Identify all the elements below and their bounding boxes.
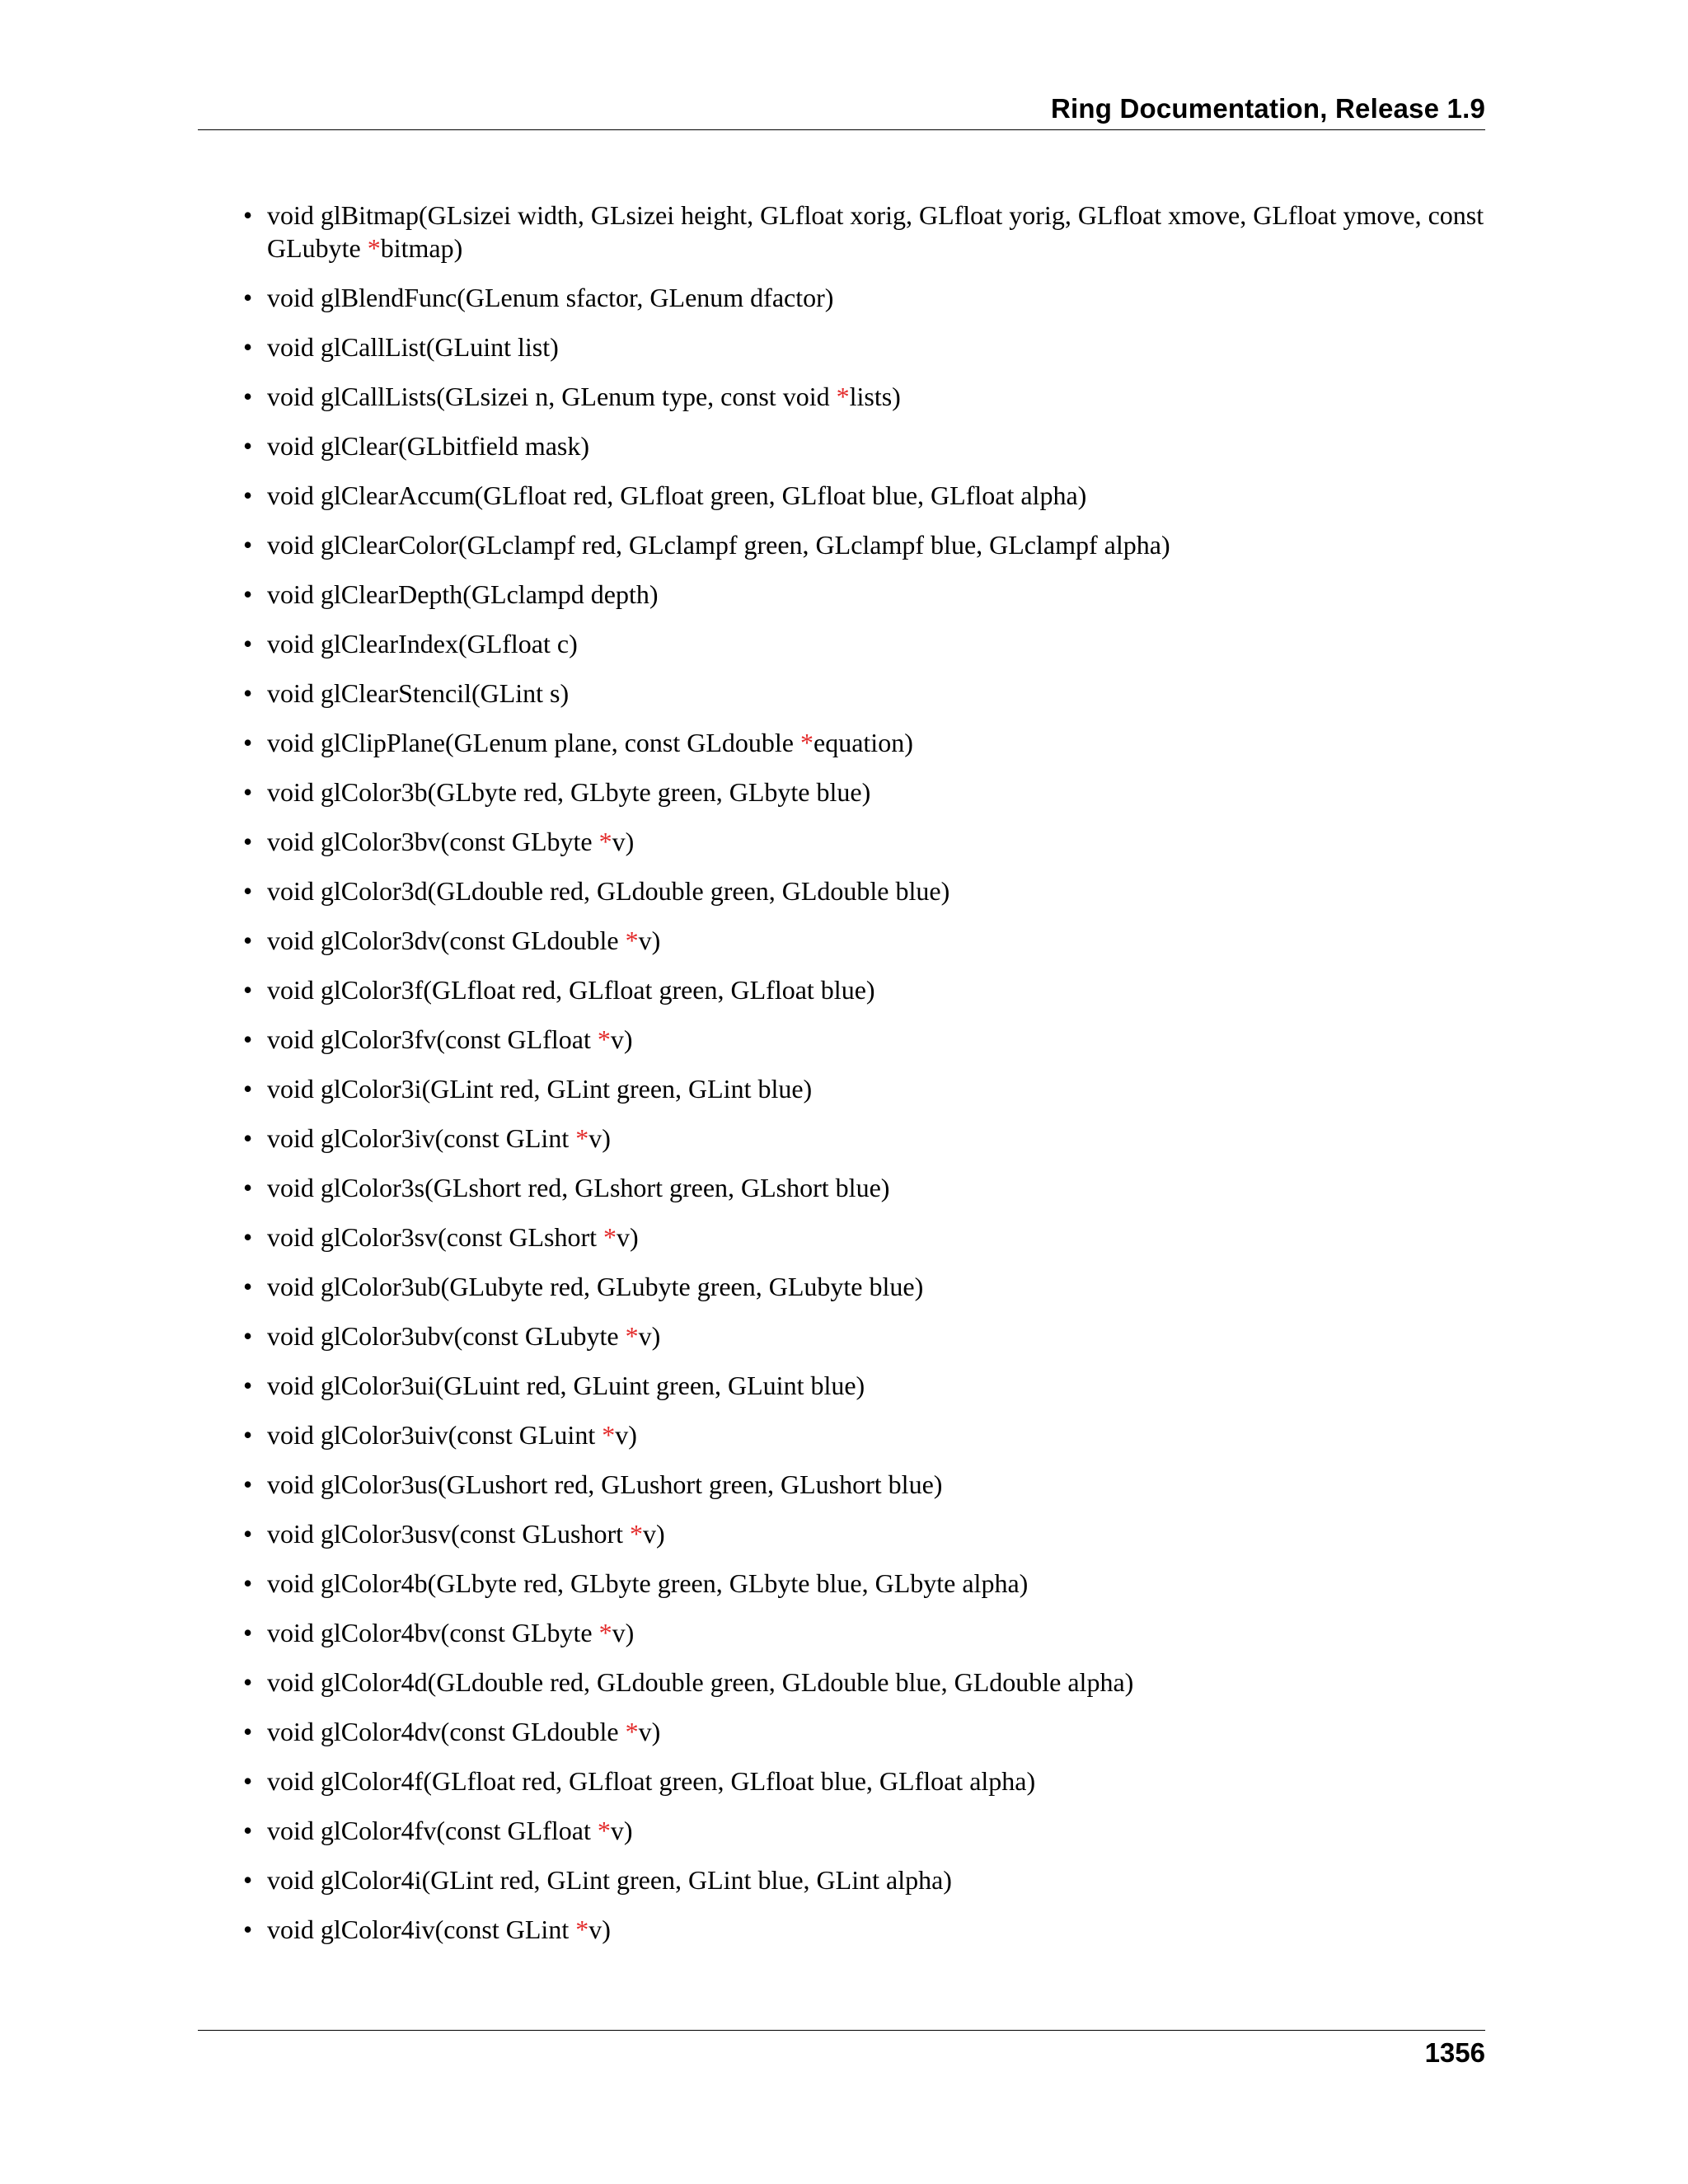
bullet-icon: • (243, 1617, 253, 1647)
function-list-item (243, 1469, 1485, 1502)
function-signature: void glColor3s(GLshort red, GLshort green, GLshort blue) (267, 1172, 890, 1202)
function-signature-tail: v) (610, 1815, 633, 1845)
pointer-asterisk: * (597, 1815, 611, 1845)
function-list-item (243, 430, 1485, 463)
function-list-item (243, 1320, 1485, 1353)
bullet-icon: • (243, 381, 253, 411)
bullet-icon: • (243, 529, 253, 560)
bullet-icon: • (243, 727, 253, 757)
bullet-icon: • (243, 974, 253, 1005)
bullet-icon: • (243, 826, 253, 856)
function-list-item (243, 826, 1485, 859)
function-signature-tail: v) (588, 1122, 611, 1153)
function-signature: void glColor4dv(const GLdouble (267, 1716, 626, 1746)
page-header-title: Ring Documentation, Release 1.9 (1051, 93, 1485, 124)
function-signature: void glColor3f(GLfloat red, GLfloat green, GLfloat blue) (267, 974, 875, 1005)
footer-divider (198, 2030, 1485, 2031)
bullet-icon: • (243, 1122, 253, 1153)
bullet-icon: • (243, 925, 253, 955)
bullet-icon: • (243, 1815, 253, 1845)
pointer-asterisk: * (800, 727, 814, 757)
function-list-item (243, 1518, 1485, 1551)
function-signature: void glColor3d(GLdouble red, GLdouble green, GLdouble blue) (267, 875, 950, 906)
function-list-item (243, 1419, 1485, 1452)
function-list-item (243, 199, 1485, 265)
pointer-asterisk: * (598, 1617, 612, 1647)
function-signature: void glColor3i(GLint red, GLint green, GLint blue) (267, 1073, 813, 1104)
function-list-item (243, 1666, 1485, 1699)
bullet-icon: • (243, 1666, 253, 1697)
function-signature: void glColor4d(GLdouble red, GLdouble green, GLdouble blue, GLdouble alpha) (267, 1666, 1134, 1697)
bullet-icon: • (243, 1320, 253, 1351)
function-list-item (243, 1914, 1485, 1947)
bullet-icon: • (243, 1864, 253, 1895)
function-signature: void glColor3us(GLushort red, GLushort green, GLushort blue) (267, 1469, 943, 1499)
function-signature-tail: v) (642, 1518, 665, 1549)
bullet-icon: • (243, 1716, 253, 1746)
function-signature: void glColor3iv(const GLint (267, 1122, 576, 1153)
function-list-item (243, 1073, 1485, 1106)
pointer-asterisk: * (625, 1716, 639, 1746)
bullet-icon: • (243, 1073, 253, 1104)
function-list-item (243, 480, 1485, 513)
bullet-icon: • (243, 579, 253, 609)
function-signature: void glClearColor(GLclampf red, GLclampf green, GLclampf blue, GLclampf alpha) (267, 529, 1170, 560)
function-list-item (243, 1122, 1485, 1155)
function-signature: void glColor3ub(GLubyte red, GLubyte green, GLubyte blue) (267, 1271, 924, 1301)
function-signature-tail: v) (638, 1716, 661, 1746)
function-signature: void glCallList(GLuint list) (267, 331, 559, 362)
function-list-item (243, 1864, 1485, 1897)
pointer-asterisk: * (629, 1518, 643, 1549)
pointer-asterisk: * (597, 1024, 611, 1054)
function-signature: void glColor4fv(const GLfloat (267, 1815, 598, 1845)
function-list-item (243, 1617, 1485, 1650)
function-list-item (243, 776, 1485, 809)
function-list-item (243, 727, 1485, 760)
function-signature: void glClearIndex(GLfloat c) (267, 628, 578, 658)
function-signature: void glColor4i(GLint red, GLint green, GLint blue, GLint alpha) (267, 1864, 952, 1895)
function-list-item (243, 1765, 1485, 1798)
function-signature: void glCallLists(GLsizei n, GLenum type, const void (267, 381, 837, 411)
function-list-item (243, 1221, 1485, 1254)
function-signature: void glColor3bv(const GLbyte (267, 826, 599, 856)
function-list-item (243, 1271, 1485, 1304)
function-signature: void glColor3uiv(const GLuint (267, 1419, 603, 1450)
function-list-item (243, 1716, 1485, 1749)
bullet-icon: • (243, 331, 253, 362)
function-list-item (243, 677, 1485, 710)
bullet-icon: • (243, 430, 253, 461)
function-signature-tail: equation) (814, 727, 913, 757)
bullet-icon: • (243, 1568, 253, 1598)
function-list-item (243, 628, 1485, 661)
function-list-item (243, 529, 1485, 562)
function-signature: void glClearAccum(GLfloat red, GLfloat green, GLfloat blue, GLfloat alpha) (267, 480, 1087, 510)
function-signature: void glClearDepth(GLclampd depth) (267, 579, 659, 609)
bullet-icon: • (243, 1221, 253, 1252)
function-list-item (243, 282, 1485, 315)
function-list-item (243, 579, 1485, 612)
function-signature-tail: bitmap) (380, 232, 463, 263)
page-number: 1356 (1424, 2037, 1485, 2068)
pointer-asterisk: * (575, 1914, 589, 1944)
bullet-icon: • (243, 282, 253, 312)
function-signature-tail: v) (588, 1914, 611, 1944)
pointer-asterisk: * (602, 1419, 616, 1450)
function-signature: void glColor3sv(const GLshort (267, 1221, 603, 1252)
function-list-item (243, 331, 1485, 364)
bullet-icon: • (243, 1419, 253, 1450)
bullet-icon: • (243, 875, 253, 906)
function-signature-tail: v) (638, 925, 661, 955)
pointer-asterisk: * (625, 1320, 639, 1351)
pointer-asterisk: * (367, 232, 381, 263)
function-signature: void glBlendFunc(GLenum sfactor, GLenum dfactor) (267, 282, 834, 312)
function-signature: void glColor3b(GLbyte red, GLbyte green, GLbyte blue) (267, 776, 871, 807)
bullet-icon: • (243, 677, 253, 708)
function-signature: void glColor4iv(const GLint (267, 1914, 576, 1944)
function-signature: void glColor3ubv(const GLubyte (267, 1320, 626, 1351)
function-list-item (243, 1815, 1485, 1848)
bullet-icon: • (243, 1370, 253, 1400)
function-signature: void glClearStencil(GLint s) (267, 677, 570, 708)
function-signature: void glColor4bv(const GLbyte (267, 1617, 599, 1647)
bullet-icon: • (243, 1172, 253, 1202)
function-list-item (243, 875, 1485, 908)
function-signature: void glClear(GLbitfield mask) (267, 430, 590, 461)
bullet-icon: • (243, 1469, 253, 1499)
function-signature: void glColor4f(GLfloat red, GLfloat green, GLfloat blue, GLfloat alpha) (267, 1765, 1036, 1796)
bullet-icon: • (243, 776, 253, 807)
bullet-icon: • (243, 628, 253, 658)
function-signature-tail: lists) (849, 381, 901, 411)
function-signature: void glBitmap(GLsizei width, GLsizei height, GLfloat xorig, GLfloat yorig, GLfloat xmove, GLfloat ymove, const GLubyte (267, 200, 1484, 263)
function-list-item (243, 381, 1485, 414)
pointer-asterisk: * (836, 381, 850, 411)
bullet-icon: • (243, 1518, 253, 1549)
function-list (243, 199, 1485, 1963)
bullet-icon: • (243, 1271, 253, 1301)
function-list-item (243, 1568, 1485, 1601)
function-signature: void glColor3dv(const GLdouble (267, 925, 626, 955)
function-signature-tail: v) (612, 1617, 635, 1647)
function-signature-tail: v) (610, 1024, 633, 1054)
bullet-icon: • (243, 200, 253, 230)
bullet-icon: • (243, 1765, 253, 1796)
function-signature-tail: v) (616, 1221, 639, 1252)
function-signature-tail: v) (612, 826, 635, 856)
function-signature-tail: v) (638, 1320, 661, 1351)
function-signature: void glColor3usv(const GLushort (267, 1518, 630, 1549)
function-signature: void glClipPlane(GLenum plane, const GLdouble (267, 727, 800, 757)
bullet-icon: • (243, 1024, 253, 1054)
header-divider (198, 129, 1485, 130)
function-signature: void glColor4b(GLbyte red, GLbyte green, GLbyte blue, GLbyte alpha) (267, 1568, 1029, 1598)
function-list-item (243, 1370, 1485, 1403)
function-signature-tail: v) (615, 1419, 637, 1450)
function-signature: void glColor3fv(const GLfloat (267, 1024, 598, 1054)
pointer-asterisk: * (625, 925, 639, 955)
function-list-item (243, 974, 1485, 1007)
function-list-item (243, 1172, 1485, 1205)
bullet-icon: • (243, 480, 253, 510)
function-list-item (243, 1024, 1485, 1057)
bullet-icon: • (243, 1914, 253, 1944)
pointer-asterisk: * (598, 826, 612, 856)
pointer-asterisk: * (575, 1122, 589, 1153)
function-list-item (243, 925, 1485, 958)
function-signature: void glColor3ui(GLuint red, GLuint green, GLuint blue) (267, 1370, 865, 1400)
pointer-asterisk: * (603, 1221, 617, 1252)
